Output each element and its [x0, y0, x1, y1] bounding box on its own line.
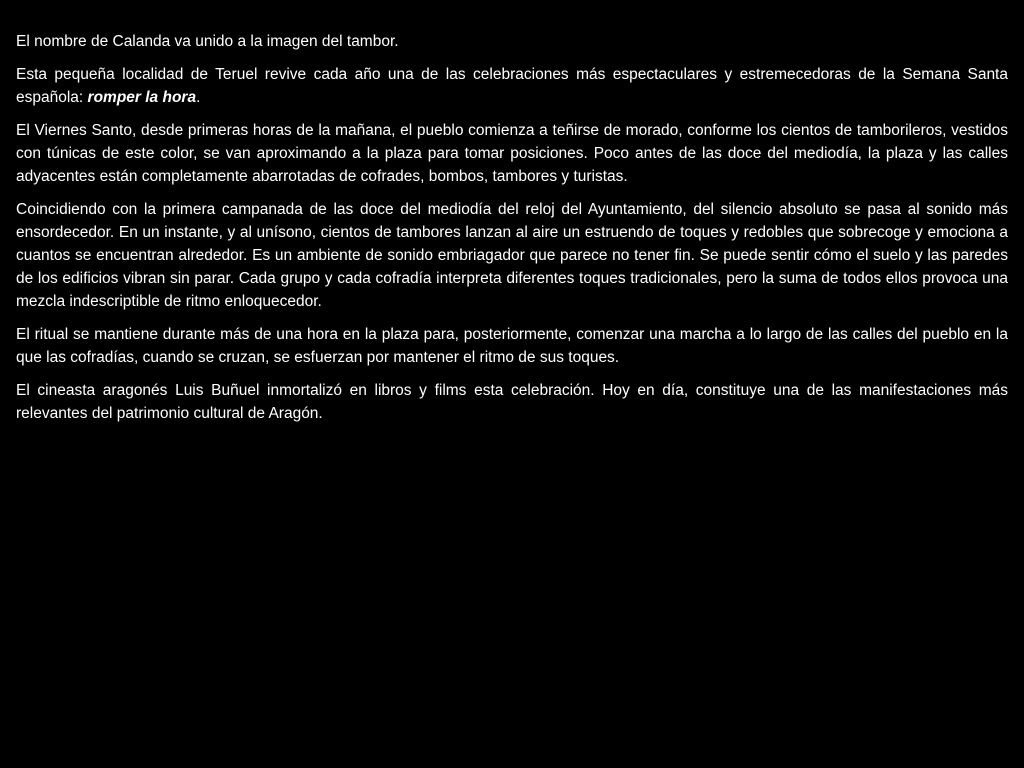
paragraph-teruel: [16, 63, 1008, 109]
paragraph-ritual: El ritual se mantiene durante más de una hora en la plaza para, posteriormente, comenzar una marcha a lo largo de las calles del pueblo en la que las cofradías, cuando se cruzan, se esfuerzan por mantener el ritmo de sus toques.: [16, 326, 1008, 366]
paragraph-teruel-end: .: [196, 89, 201, 106]
paragraph-bunuel: El cineasta aragonés Luis Buñuel inmortalizó en libros y films esta celebración. Hoy en día, constituye una de las manifestaciones más relevantes del patrimonio cultural de Aragón.: [16, 382, 1008, 422]
paragraph-intro: El nombre de Calanda va unido a la imagen del tambor.: [16, 33, 399, 50]
romper-la-hora-emphasis: romper la hora: [87, 89, 197, 106]
paragraph-campanada: Coincidiendo con la primera campanada de las doce del mediodía del reloj del Ayuntamiento, del silencio absoluto se pasa al sonido más ensordecedor. En un instante, y al unísono, cientos de tambores lanzan al aire un estruendo de toques y redobles que sobrecoge y emociona a cuantos se encuentran alrededor. Es un ambiente de sonido embriagador que parece no tener fin. Se puede sentir cómo el suelo y las paredes de los edificios vibran sin parar. Cada grupo y cada cofradía interpreta diferentes toques tradicionales, pero la suma de todos ellos provoca una mezcla indescriptible de ritmo enloquecedor.: [16, 201, 1008, 310]
paragraph-teruel-text: Esta pequeña localidad de Teruel revive cada año una de las celebraciones más espectaculares y estremecedoras de la Semana Santa española:: [16, 66, 1008, 106]
paragraph-viernes-santo: El Viernes Santo, desde primeras horas de la mañana, el pueblo comienza a teñirse de morado, conforme los cientos de tamborileros, vestidos con túnicas de este color, se van aproximando a la plaza para tomar posiciones. Poco antes de las doce del mediodía, la plaza y las calles adyacentes están completamente abarrotadas de cofrades, bombos, tambores y turistas.: [16, 122, 1008, 185]
